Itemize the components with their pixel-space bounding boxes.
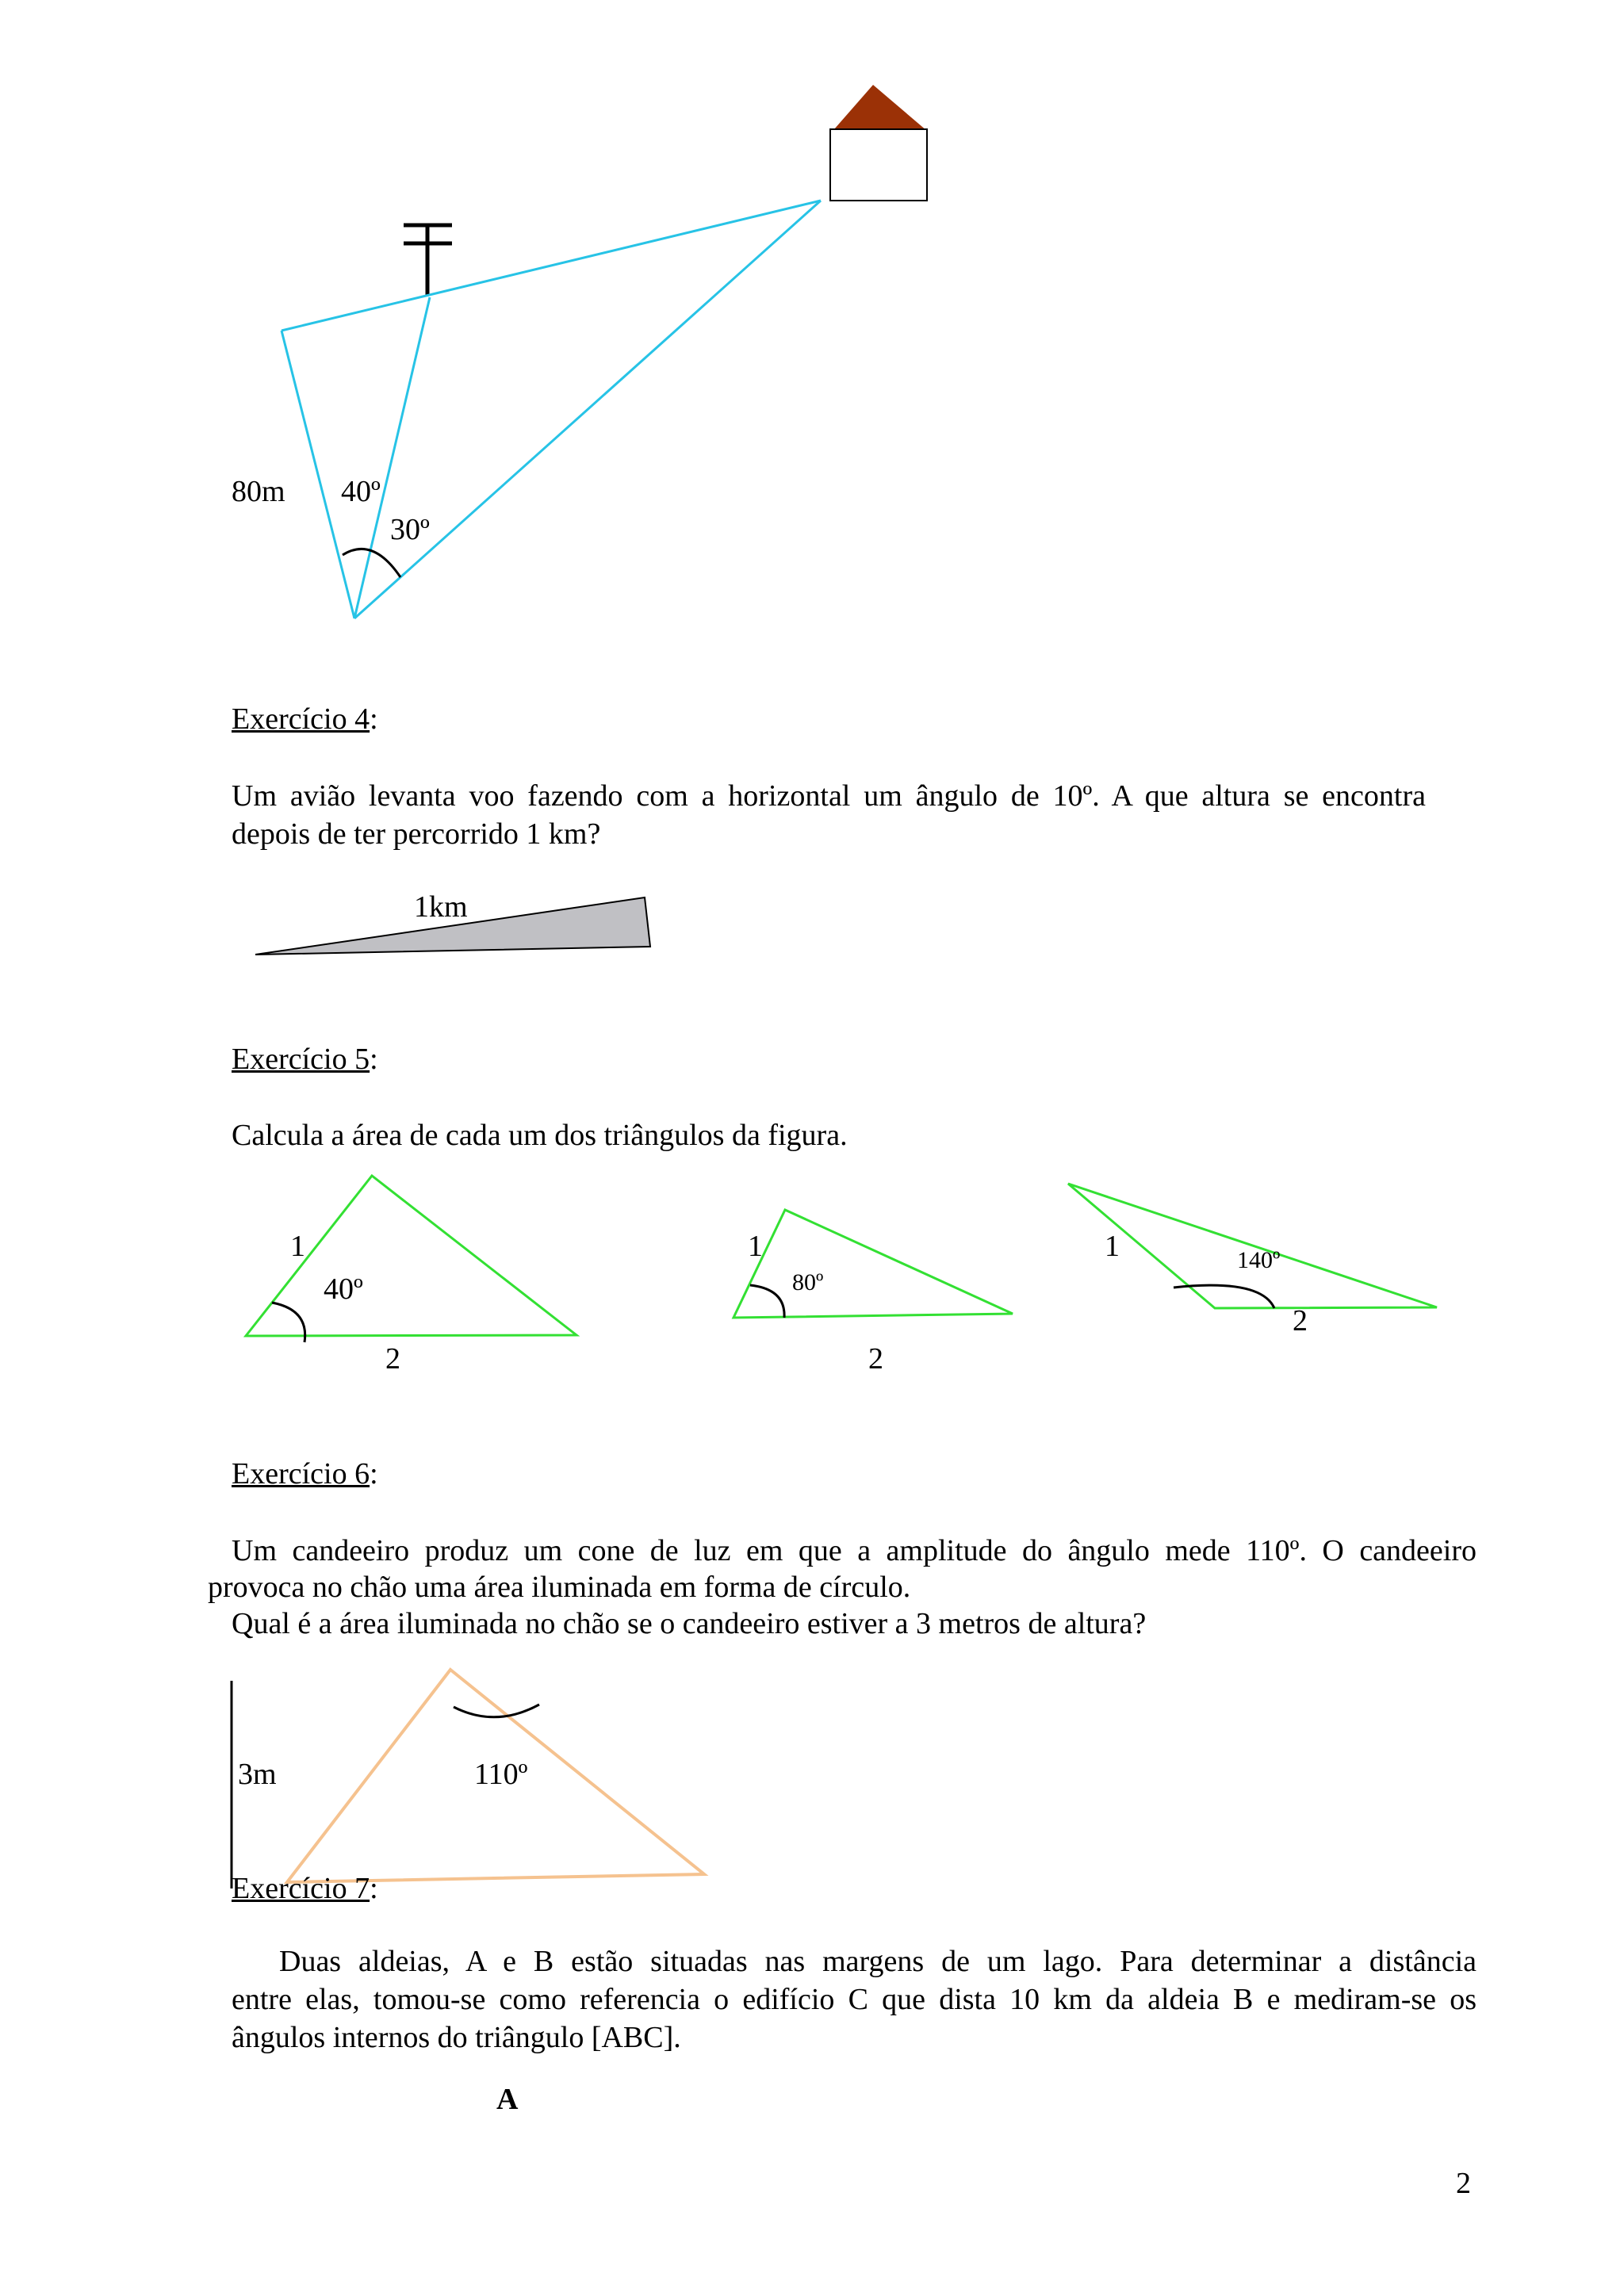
exercise-7-text: entre elas, tomou-se como referencia o edifício C que dista 10 km da aldeia B e mediram-se os <box>232 1983 1477 2016</box>
exercise-5-text: Calcula a área de cada um dos triângulos da figura. <box>232 1119 848 1152</box>
side-label: 1 <box>1105 1230 1120 1263</box>
colon: : <box>370 1457 378 1490</box>
exercise-4-text: depois de ter percorrido 1 km? <box>232 817 601 851</box>
sight-lines <box>282 201 821 618</box>
angle-label: 40º <box>324 1272 363 1306</box>
angle-label: 40º <box>341 475 381 508</box>
page-number: 2 <box>1456 2167 1471 2200</box>
distance-label: 1km <box>414 890 468 924</box>
angle-label: 30º <box>390 513 430 546</box>
pole-icon <box>404 224 452 296</box>
exercise-4-title: Exercício 4 <box>232 702 370 736</box>
angle-label: 140º <box>1237 1247 1281 1273</box>
colon: : <box>370 1872 378 1905</box>
exercise-6-text: provoca no chão uma área iluminada em forma de círculo. <box>208 1571 911 1604</box>
exercise-6-title: Exercício 6 <box>232 1457 370 1490</box>
side-label: 1 <box>748 1230 763 1263</box>
exercise-4-heading <box>232 700 378 738</box>
figure-1 <box>282 85 927 618</box>
exercise-6-text: Um candeeiro produz um cone de luz em que a amplitude do ângulo mede 110º. O candeeiro <box>232 1534 1477 1567</box>
side-label: 2 <box>868 1342 883 1376</box>
angle-label: 110º <box>474 1758 528 1791</box>
exercise-5-heading <box>232 1040 378 1078</box>
triangle-2 <box>733 1210 1013 1318</box>
colon: : <box>370 702 378 736</box>
side-label: 2 <box>385 1342 400 1376</box>
side-label: 2 <box>1293 1304 1308 1337</box>
angle-arc <box>343 549 400 577</box>
lamp-figure <box>232 1670 704 1888</box>
colon: : <box>370 1043 378 1076</box>
house-roof <box>834 85 927 131</box>
side-label: 1 <box>290 1230 305 1263</box>
house <box>830 129 927 201</box>
exercise-7-title: Exercício 7 <box>232 1872 370 1905</box>
angle-label: 80º <box>792 1269 824 1295</box>
exercise-6-heading <box>232 1455 378 1493</box>
distance-label: 80m <box>232 475 285 508</box>
exercise-4-text: Um avião levanta voo fazendo com a horizontal um ângulo de 10º. A que altura se encontra <box>232 779 1426 813</box>
exercise-7-text: ângulos internos do triângulo [ABC]. <box>232 2021 681 2054</box>
height-label: 3m <box>238 1758 277 1791</box>
angle-arcs <box>272 1285 1274 1342</box>
exercise-5-title: Exercício 5 <box>232 1043 370 1076</box>
exercise-7-heading <box>232 1869 378 1908</box>
point-label: A <box>496 2083 519 2116</box>
exercise-7-text: Duas aldeias, A e B estão situadas nas margens de um lago. Para determinar a distância <box>279 1945 1477 1978</box>
exercise-6-text: Qual é a área iluminada no chão se o candeeiro estiver a 3 metros de altura? <box>232 1607 1147 1640</box>
